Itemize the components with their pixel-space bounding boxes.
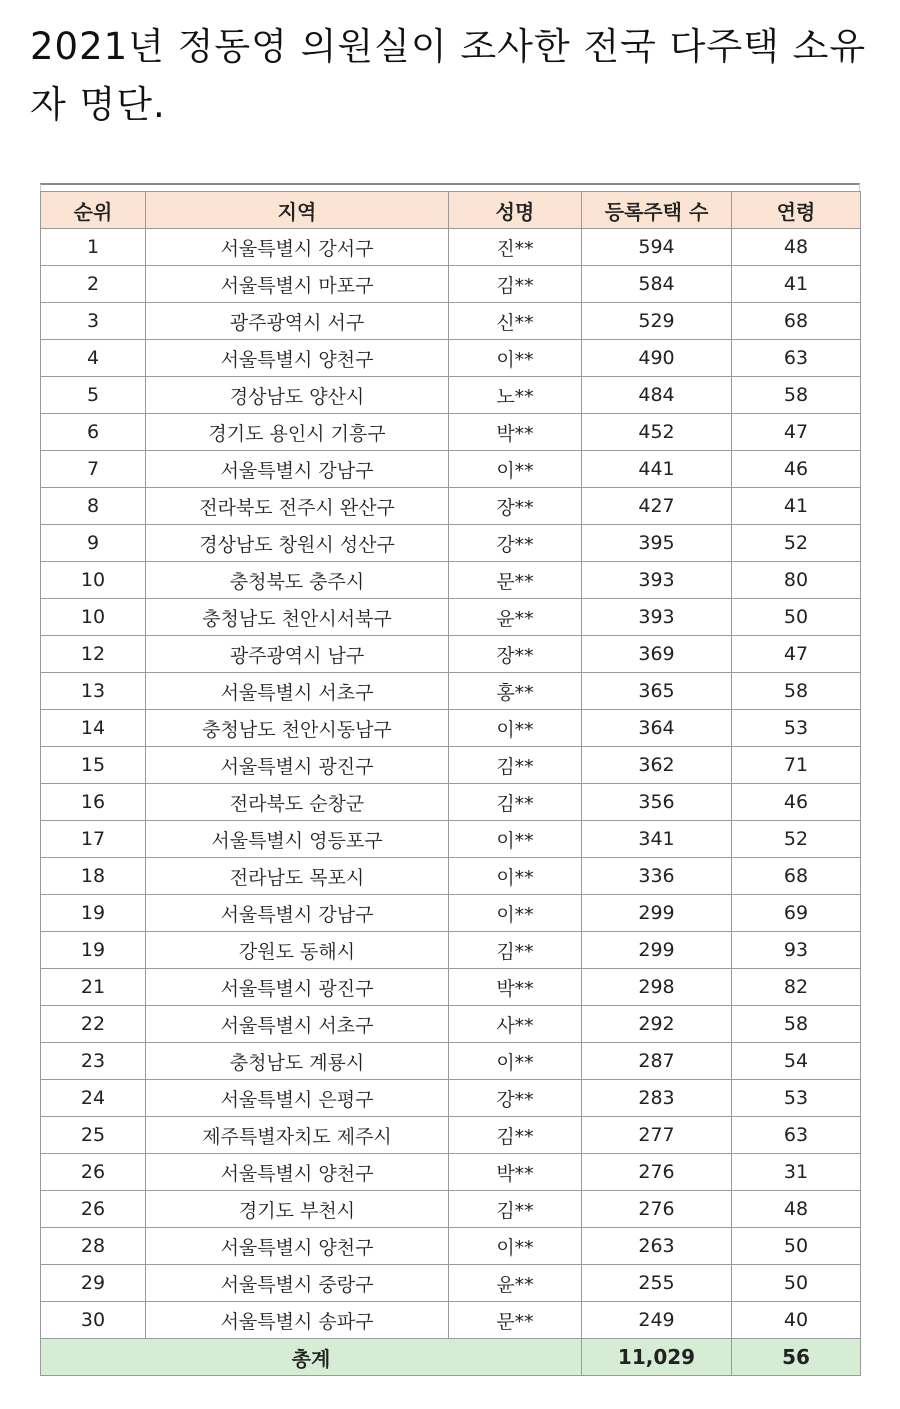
cell-age: 54 <box>732 1043 861 1080</box>
cell-age: 69 <box>732 895 861 932</box>
cell-region: 경기도 용인시 기흥구 <box>146 414 449 451</box>
cell-name: 이** <box>449 340 582 377</box>
cell-rank: 1 <box>41 229 146 266</box>
cell-region: 경상남도 양산시 <box>146 377 449 414</box>
cell-name: 김** <box>449 1191 582 1228</box>
total-count: 11,029 <box>582 1339 732 1376</box>
table-row <box>41 1117 861 1154</box>
cell-count: 277 <box>582 1117 732 1154</box>
cell-region: 서울특별시 강서구 <box>146 229 449 266</box>
table-row <box>41 932 861 969</box>
cell-count: 336 <box>582 858 732 895</box>
cell-count: 441 <box>582 451 732 488</box>
cell-age: 68 <box>732 303 861 340</box>
cell-region: 전라북도 순창군 <box>146 784 449 821</box>
cell-rank: 19 <box>41 932 146 969</box>
cell-name: 이** <box>449 821 582 858</box>
cell-age: 31 <box>732 1154 861 1191</box>
cell-age: 48 <box>732 229 861 266</box>
cell-rank: 25 <box>41 1117 146 1154</box>
cell-region: 광주광역시 서구 <box>146 303 449 340</box>
table-row <box>41 1191 861 1228</box>
table-row <box>41 266 861 303</box>
table-row <box>41 1043 861 1080</box>
header-name: 성명 <box>449 192 582 229</box>
cell-age: 41 <box>732 266 861 303</box>
cell-age: 52 <box>732 525 861 562</box>
cell-region: 광주광역시 남구 <box>146 636 449 673</box>
cell-name: 박** <box>449 969 582 1006</box>
cell-rank: 10 <box>41 562 146 599</box>
cell-name: 윤** <box>449 1265 582 1302</box>
cell-rank: 24 <box>41 1080 146 1117</box>
cell-age: 47 <box>732 636 861 673</box>
cell-region: 서울특별시 강남구 <box>146 895 449 932</box>
cell-region: 경상남도 창원시 성산구 <box>146 525 449 562</box>
cell-count: 276 <box>582 1154 732 1191</box>
total-age: 56 <box>732 1339 861 1376</box>
table-row <box>41 599 861 636</box>
cell-rank: 23 <box>41 1043 146 1080</box>
cell-region: 서울특별시 양천구 <box>146 1154 449 1191</box>
table-header-row <box>41 192 861 229</box>
cell-name: 박** <box>449 1154 582 1191</box>
header-age: 연령 <box>732 192 861 229</box>
cell-rank: 18 <box>41 858 146 895</box>
owners-table-container <box>40 183 860 1376</box>
cell-rank: 4 <box>41 340 146 377</box>
table-row <box>41 821 861 858</box>
cell-name: 김** <box>449 932 582 969</box>
cell-count: 393 <box>582 599 732 636</box>
cell-name: 이** <box>449 895 582 932</box>
cell-rank: 12 <box>41 636 146 673</box>
total-label: 총계 <box>41 1339 582 1376</box>
cell-count: 249 <box>582 1302 732 1339</box>
cell-rank: 17 <box>41 821 146 858</box>
cell-region: 서울특별시 강남구 <box>146 451 449 488</box>
cell-name: 강** <box>449 525 582 562</box>
cell-name: 박** <box>449 414 582 451</box>
cell-rank: 21 <box>41 969 146 1006</box>
cell-count: 393 <box>582 562 732 599</box>
cell-age: 80 <box>732 562 861 599</box>
cell-region: 서울특별시 은평구 <box>146 1080 449 1117</box>
cell-count: 452 <box>582 414 732 451</box>
table-row <box>41 340 861 377</box>
table-row <box>41 1228 861 1265</box>
cell-age: 50 <box>732 1228 861 1265</box>
cell-name: 장** <box>449 488 582 525</box>
cell-region: 충청남도 천안시동남구 <box>146 710 449 747</box>
cell-name: 김** <box>449 747 582 784</box>
cell-rank: 10 <box>41 599 146 636</box>
table-body <box>41 229 861 1339</box>
cell-age: 63 <box>732 340 861 377</box>
cell-rank: 19 <box>41 895 146 932</box>
cell-age: 40 <box>732 1302 861 1339</box>
table-top-rule <box>40 183 860 191</box>
cell-rank: 7 <box>41 451 146 488</box>
cell-name: 진** <box>449 229 582 266</box>
cell-region: 강원도 동해시 <box>146 932 449 969</box>
table-row <box>41 1154 861 1191</box>
table-row <box>41 784 861 821</box>
cell-name: 강** <box>449 1080 582 1117</box>
table-row <box>41 377 861 414</box>
cell-name: 홍** <box>449 673 582 710</box>
table-row <box>41 488 861 525</box>
cell-rank: 22 <box>41 1006 146 1043</box>
cell-count: 395 <box>582 525 732 562</box>
cell-count: 356 <box>582 784 732 821</box>
cell-count: 276 <box>582 1191 732 1228</box>
cell-region: 충청북도 충주시 <box>146 562 449 599</box>
cell-rank: 16 <box>41 784 146 821</box>
cell-rank: 29 <box>41 1265 146 1302</box>
cell-rank: 5 <box>41 377 146 414</box>
cell-name: 이** <box>449 1228 582 1265</box>
table-row <box>41 414 861 451</box>
cell-region: 서울특별시 영등포구 <box>146 821 449 858</box>
cell-count: 292 <box>582 1006 732 1043</box>
table-row <box>41 969 861 1006</box>
cell-name: 김** <box>449 1117 582 1154</box>
page-caption: 2021년 정동영 의원실이 조사한 전국 다주택 소유자 명단. <box>30 25 867 126</box>
table-row <box>41 525 861 562</box>
cell-age: 58 <box>732 377 861 414</box>
cell-age: 53 <box>732 710 861 747</box>
cell-rank: 3 <box>41 303 146 340</box>
cell-count: 369 <box>582 636 732 673</box>
cell-rank: 6 <box>41 414 146 451</box>
table-row <box>41 1080 861 1117</box>
cell-count: 362 <box>582 747 732 784</box>
cell-name: 김** <box>449 784 582 821</box>
cell-region: 서울특별시 송파구 <box>146 1302 449 1339</box>
cell-count: 298 <box>582 969 732 1006</box>
cell-count: 529 <box>582 303 732 340</box>
multi-home-owners-table <box>40 191 861 1376</box>
cell-count: 283 <box>582 1080 732 1117</box>
table-total-row <box>41 1339 861 1376</box>
cell-count: 299 <box>582 895 732 932</box>
table-row <box>41 451 861 488</box>
cell-age: 82 <box>732 969 861 1006</box>
cell-age: 58 <box>732 1006 861 1043</box>
cell-name: 문** <box>449 562 582 599</box>
cell-region: 서울특별시 서초구 <box>146 673 449 710</box>
cell-count: 263 <box>582 1228 732 1265</box>
header-rank: 순위 <box>41 192 146 229</box>
cell-age: 48 <box>732 1191 861 1228</box>
cell-region: 서울특별시 광진구 <box>146 969 449 1006</box>
cell-rank: 2 <box>41 266 146 303</box>
cell-region: 충청남도 천안시서북구 <box>146 599 449 636</box>
table-row <box>41 858 861 895</box>
cell-region: 전라남도 목포시 <box>146 858 449 895</box>
cell-count: 584 <box>582 266 732 303</box>
cell-name: 이** <box>449 710 582 747</box>
cell-age: 46 <box>732 784 861 821</box>
cell-region: 서울특별시 광진구 <box>146 747 449 784</box>
table-row <box>41 673 861 710</box>
cell-age: 46 <box>732 451 861 488</box>
cell-name: 이** <box>449 451 582 488</box>
table-row <box>41 1302 861 1339</box>
cell-rank: 9 <box>41 525 146 562</box>
cell-region: 서울특별시 양천구 <box>146 340 449 377</box>
table-row <box>41 895 861 932</box>
cell-name: 김** <box>449 266 582 303</box>
cell-region: 경기도 부천시 <box>146 1191 449 1228</box>
cell-rank: 14 <box>41 710 146 747</box>
cell-name: 이** <box>449 1043 582 1080</box>
cell-count: 299 <box>582 932 732 969</box>
table-row <box>41 303 861 340</box>
cell-name: 신** <box>449 303 582 340</box>
cell-age: 50 <box>732 599 861 636</box>
cell-region: 전라북도 전주시 완산구 <box>146 488 449 525</box>
cell-age: 52 <box>732 821 861 858</box>
cell-rank: 8 <box>41 488 146 525</box>
cell-name: 윤** <box>449 599 582 636</box>
cell-rank: 26 <box>41 1191 146 1228</box>
cell-count: 490 <box>582 340 732 377</box>
cell-count: 255 <box>582 1265 732 1302</box>
table-row <box>41 229 861 266</box>
cell-region: 서울특별시 서초구 <box>146 1006 449 1043</box>
cell-count: 365 <box>582 673 732 710</box>
cell-age: 50 <box>732 1265 861 1302</box>
cell-region: 제주특별자치도 제주시 <box>146 1117 449 1154</box>
cell-count: 364 <box>582 710 732 747</box>
cell-age: 71 <box>732 747 861 784</box>
cell-rank: 28 <box>41 1228 146 1265</box>
table-row <box>41 562 861 599</box>
cell-age: 93 <box>732 932 861 969</box>
cell-region: 충청남도 계룡시 <box>146 1043 449 1080</box>
cell-rank: 15 <box>41 747 146 784</box>
cell-region: 서울특별시 중랑구 <box>146 1265 449 1302</box>
table-row <box>41 1265 861 1302</box>
header-count: 등록주택 수 <box>582 192 732 229</box>
cell-region: 서울특별시 마포구 <box>146 266 449 303</box>
cell-age: 41 <box>732 488 861 525</box>
cell-count: 287 <box>582 1043 732 1080</box>
cell-region: 서울특별시 양천구 <box>146 1228 449 1265</box>
cell-rank: 13 <box>41 673 146 710</box>
cell-age: 63 <box>732 1117 861 1154</box>
cell-rank: 26 <box>41 1154 146 1191</box>
cell-name: 노** <box>449 377 582 414</box>
table-row <box>41 1006 861 1043</box>
cell-name: 이** <box>449 858 582 895</box>
cell-age: 68 <box>732 858 861 895</box>
cell-count: 594 <box>582 229 732 266</box>
table-row <box>41 636 861 673</box>
cell-name: 사** <box>449 1006 582 1043</box>
cell-age: 47 <box>732 414 861 451</box>
cell-age: 58 <box>732 673 861 710</box>
cell-rank: 30 <box>41 1302 146 1339</box>
cell-count: 341 <box>582 821 732 858</box>
table-row <box>41 710 861 747</box>
cell-name: 문** <box>449 1302 582 1339</box>
cell-count: 427 <box>582 488 732 525</box>
header-region: 지역 <box>146 192 449 229</box>
cell-count: 484 <box>582 377 732 414</box>
cell-name: 장** <box>449 636 582 673</box>
cell-age: 53 <box>732 1080 861 1117</box>
table-row <box>41 747 861 784</box>
